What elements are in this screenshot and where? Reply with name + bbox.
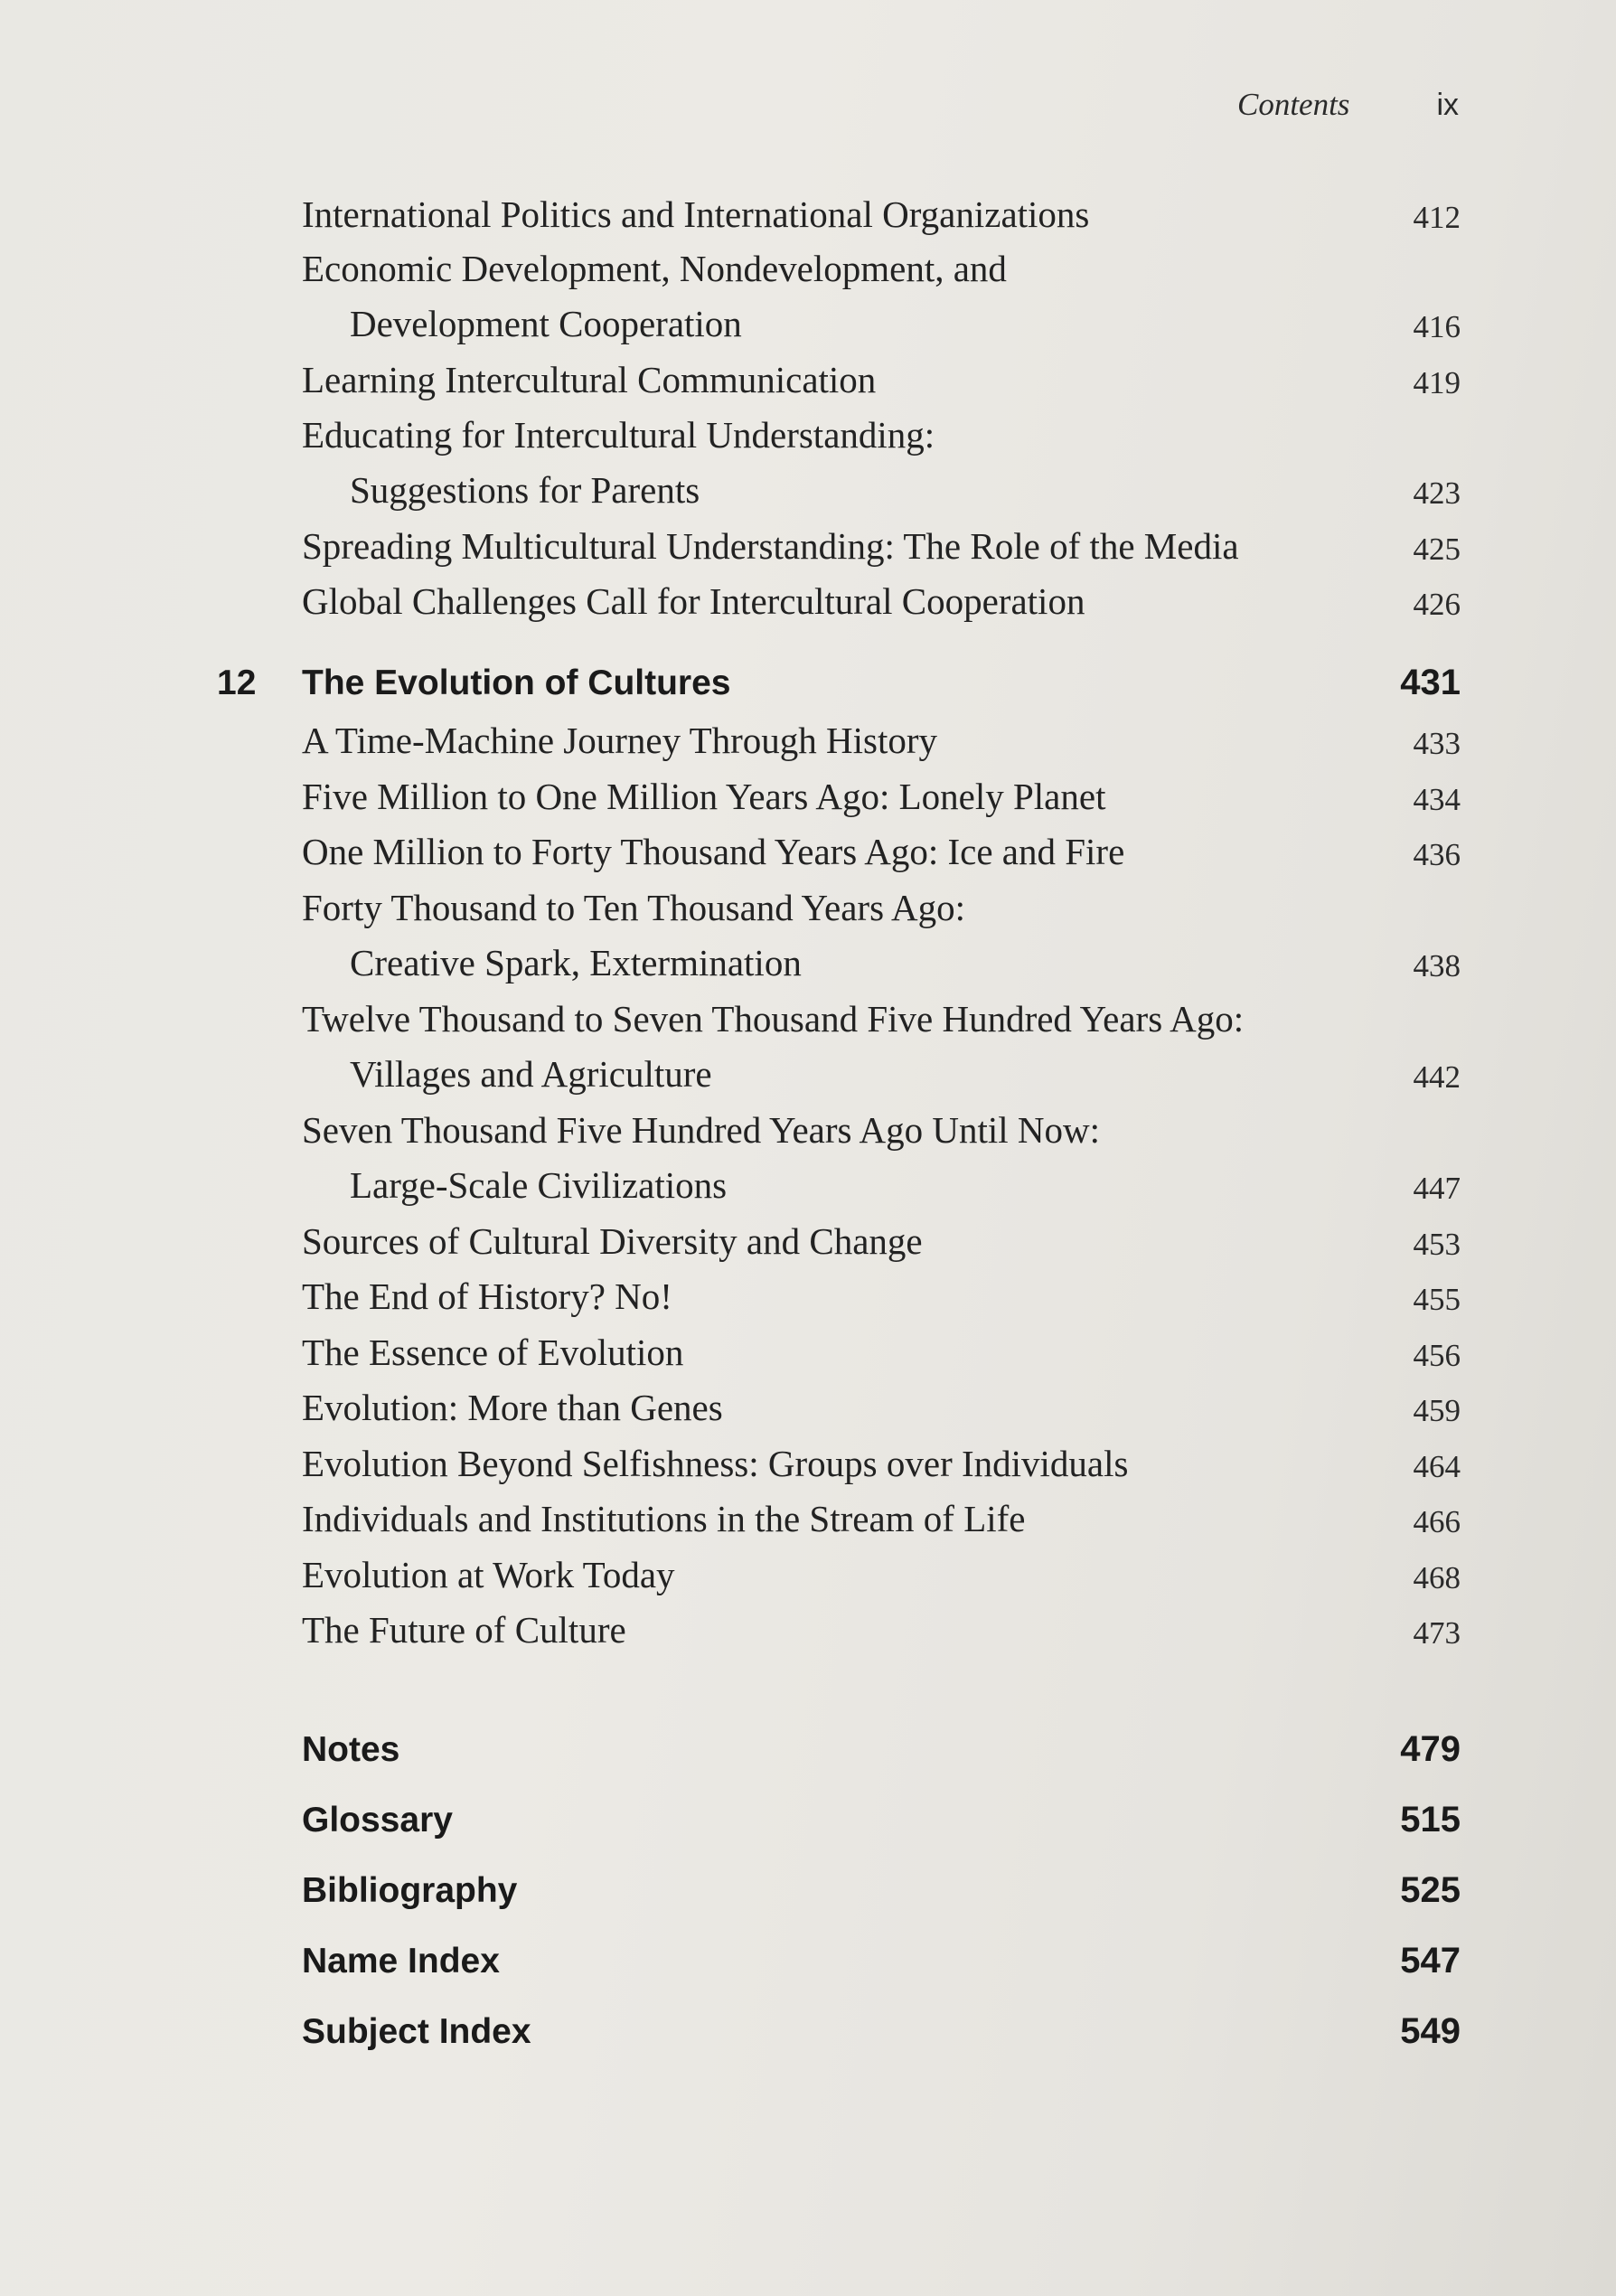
toc-entry[interactable] <box>302 1275 1461 1329</box>
backmatter-page: 479 <box>1400 1729 1461 1769</box>
backmatter-page: 515 <box>1400 1800 1461 1840</box>
toc-entry-page: 453 <box>1413 1227 1461 1262</box>
toc-entry[interactable] <box>302 830 1461 884</box>
running-head: Contents <box>1236 87 1350 122</box>
backmatter-glossary[interactable] <box>302 1797 1461 1851</box>
toc-entry-title: International Politics and International Organizations <box>302 193 1090 235</box>
toc-entry-page: 434 <box>1413 782 1461 817</box>
backmatter-notes[interactable] <box>302 1727 1461 1781</box>
toc-entry-page: 433 <box>1413 726 1461 761</box>
toc-entry-title: The Essence of Evolution <box>302 1331 684 1373</box>
page-header <box>1237 87 1459 123</box>
toc-entry-title: The End of History? No! <box>302 1275 672 1317</box>
backmatter-subject-index[interactable] <box>302 2009 1461 2063</box>
toc-entry-page: 459 <box>1413 1393 1461 1428</box>
toc-entry[interactable] <box>302 579 1461 634</box>
backmatter-title: Bibliography <box>302 1871 518 1910</box>
toc-entry-title-continued: Creative Spark, Extermination <box>350 942 802 983</box>
toc-entry-page: 442 <box>1413 1059 1461 1095</box>
toc-entry-title: Seven Thousand Five Hundred Years Ago Until Now: <box>302 1109 1100 1151</box>
toc-entry-page: 436 <box>1413 837 1461 872</box>
toc-entry-title-continued: Development Cooperation <box>350 303 742 344</box>
toc-entry-continuation[interactable] <box>302 1163 1461 1218</box>
toc-entry-page: 423 <box>1413 475 1461 511</box>
toc-entry[interactable] <box>302 886 1461 940</box>
toc-entry-page: 426 <box>1413 587 1461 622</box>
toc-entry-page: 412 <box>1413 200 1461 235</box>
toc-entry-page: 447 <box>1413 1171 1461 1206</box>
toc-entry[interactable] <box>302 247 1461 301</box>
toc-entry-continuation[interactable] <box>302 468 1461 522</box>
toc-entry-page: 456 <box>1413 1338 1461 1373</box>
toc-entry-title-continued: Large-Scale Civilizations <box>350 1164 728 1206</box>
toc-entry-page: 466 <box>1413 1504 1461 1539</box>
backmatter-bibliography[interactable] <box>302 1868 1461 1922</box>
toc-entry-title: Educating for Intercultural Understanding: <box>302 414 935 456</box>
backmatter-title: Name Index <box>302 1942 500 1981</box>
toc-entry-title: Evolution: More than Genes <box>302 1387 723 1428</box>
toc-entry-page: 473 <box>1413 1615 1461 1651</box>
toc-entry-continuation[interactable] <box>302 302 1461 356</box>
toc-entry-title: Economic Development, Nondevelopment, and <box>302 248 1007 289</box>
toc-entry-page: 468 <box>1413 1560 1461 1595</box>
chapter-page: 431 <box>1400 663 1461 702</box>
chapter-number: 12 <box>217 663 257 702</box>
toc-entry-title: Five Million to One Million Years Ago: Lonely Planet <box>302 776 1106 817</box>
toc-entry-title: Learning Intercultural Communication <box>302 359 877 400</box>
toc-entry-title: Individuals and Institutions in the Stream of Life <box>302 1498 1026 1539</box>
toc-entry[interactable] <box>302 193 1461 247</box>
toc-entry-page: 416 <box>1413 309 1461 344</box>
toc-entry[interactable] <box>302 997 1461 1051</box>
backmatter-page: 525 <box>1400 1870 1461 1910</box>
toc-entry[interactable] <box>302 358 1461 412</box>
toc-entry[interactable] <box>302 1608 1461 1662</box>
backmatter-title: Notes <box>302 1730 400 1769</box>
toc-entry-title: Global Challenges Call for Intercultural Cooperation <box>302 580 1085 622</box>
toc-entry[interactable] <box>302 413 1461 467</box>
toc-entry[interactable] <box>302 1442 1461 1496</box>
backmatter-name-index[interactable] <box>302 1938 1461 1992</box>
toc-entry[interactable] <box>302 1219 1461 1274</box>
toc-entry[interactable] <box>302 1497 1461 1551</box>
toc-entry[interactable] <box>302 719 1461 773</box>
toc-entry[interactable] <box>302 524 1461 579</box>
toc-entry-page: 425 <box>1413 532 1461 567</box>
backmatter-page: 549 <box>1400 2011 1461 2051</box>
backmatter-title: Subject Index <box>302 2012 531 2051</box>
toc-entry[interactable] <box>302 1108 1461 1162</box>
toc-entry[interactable] <box>302 775 1461 829</box>
toc-entry-page: 419 <box>1413 365 1461 400</box>
chapter-heading[interactable] <box>217 660 1461 714</box>
toc-entry-title: Evolution Beyond Selfishness: Groups over Individuals <box>302 1443 1129 1484</box>
toc-entry-title: The Future of Culture <box>302 1609 626 1651</box>
backmatter-title: Glossary <box>302 1801 453 1840</box>
toc-entry-title: Evolution at Work Today <box>302 1554 675 1595</box>
toc-entry-page: 455 <box>1413 1282 1461 1317</box>
toc-entry-title: Spreading Multicultural Understanding: The Role of the Media <box>302 525 1239 567</box>
toc-entry-page: 464 <box>1413 1449 1461 1484</box>
toc-entry-title: Forty Thousand to Ten Thousand Years Ago: <box>302 887 966 928</box>
toc-entry[interactable] <box>302 1553 1461 1607</box>
toc-entry[interactable] <box>302 1386 1461 1440</box>
toc-entry-title: Twelve Thousand to Seven Thousand Five Hundred Years Ago: <box>302 998 1245 1040</box>
toc-entry-title-continued: Villages and Agriculture <box>350 1053 712 1095</box>
backmatter-page: 547 <box>1400 1941 1461 1981</box>
toc-entry-title-continued: Suggestions for Parents <box>350 469 700 511</box>
toc-entry-title: Sources of Cultural Diversity and Change <box>302 1220 923 1262</box>
toc-entry-page: 438 <box>1413 948 1461 983</box>
chapter-title: The Evolution of Cultures <box>302 663 731 702</box>
toc-entry[interactable] <box>302 1331 1461 1385</box>
toc-entry-title: One Million to Forty Thousand Years Ago: Ice and Fire <box>302 831 1125 872</box>
page-number: ix <box>1436 88 1459 122</box>
toc-entry-continuation[interactable] <box>302 1052 1461 1106</box>
toc-entry-title: A Time-Machine Journey Through History <box>302 720 938 761</box>
toc-entry-continuation[interactable] <box>302 941 1461 995</box>
